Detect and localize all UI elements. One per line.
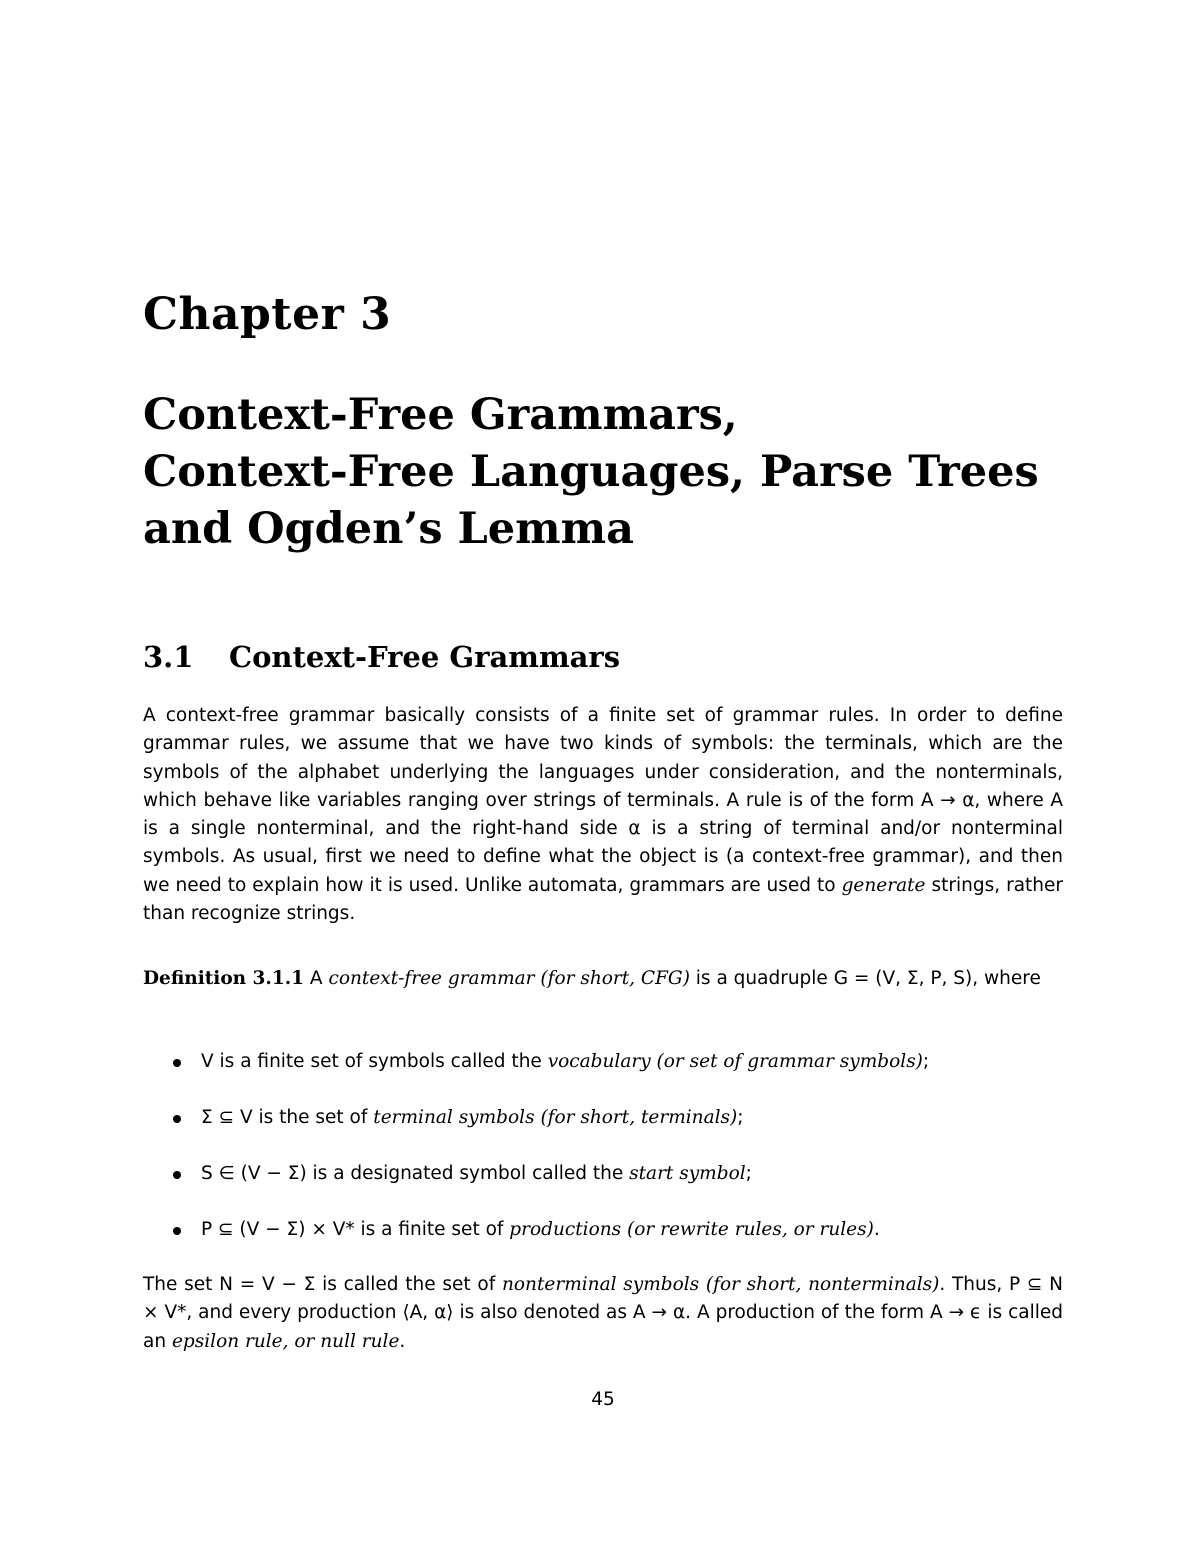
- bullet-emphasis: terminal symbols (for short, terminals): [373, 1107, 738, 1128]
- chapter-title-line: and Ogden’s Lemma: [143, 504, 634, 554]
- intro-text-end: strings, rather than recognize strings.: [143, 874, 1063, 925]
- bullet-punct: .: [873, 1219, 880, 1240]
- bullet-text: Σ ⊆ V is the set of: [201, 1107, 374, 1128]
- document-page: [143, 0, 1063, 1553]
- intro-emphasis: generate: [841, 874, 926, 896]
- definition-label: Definition 3.1.1: [143, 968, 305, 989]
- section-title: Context-Free Grammars: [229, 640, 621, 674]
- section-number: 3.1: [143, 640, 194, 674]
- bullet-punct: ;: [745, 1163, 752, 1184]
- list-item: [143, 1160, 1063, 1216]
- list-item: [143, 1216, 1063, 1272]
- intro-paragraph: [143, 702, 1063, 928]
- bullet-punct: ;: [922, 1051, 930, 1072]
- bullet-icon: [173, 1227, 181, 1235]
- closing-text: .: [399, 1330, 406, 1352]
- chapter-title-line: Context-Free Grammars,: [143, 390, 738, 440]
- definition-block: [143, 965, 1063, 993]
- bullet-emphasis: start symbol: [629, 1163, 746, 1184]
- bullet-icon: [173, 1059, 181, 1067]
- chapter-label: Chapter 3: [143, 289, 392, 340]
- bullet-punct: ;: [737, 1107, 744, 1128]
- chapter-title: [143, 387, 1063, 558]
- page-number: 45: [591, 1389, 615, 1410]
- closing-emphasis: epsilon rule, or null rule: [171, 1330, 400, 1352]
- bullet-text: V is a finite set of symbols called the: [201, 1051, 548, 1072]
- chapter-title-line: Context-Free Languages, Parse Trees: [143, 447, 1039, 497]
- definition-term: context-free grammar (for short, CFG): [328, 968, 690, 989]
- list-item: [143, 1104, 1063, 1160]
- definition-bullet-list: [143, 1048, 1063, 1272]
- definition-lead: A: [304, 968, 329, 989]
- list-item: [143, 1048, 1063, 1104]
- closing-paragraph: [143, 1271, 1063, 1356]
- bullet-emphasis: vocabulary (or set of grammar symbols): [547, 1051, 923, 1072]
- closing-emphasis: nonterminal symbols (for short, nonterminals): [502, 1274, 940, 1295]
- bullet-icon: [173, 1171, 181, 1179]
- bullet-text: S ∈ (V − Σ) is a designated symbol called the: [201, 1163, 630, 1184]
- section-heading: [143, 638, 620, 676]
- bullet-emphasis: productions (or rewrite rules, or rules): [509, 1219, 874, 1240]
- bullet-text: P ⊆ (V − Σ) × V* is a finite set of: [201, 1219, 510, 1240]
- closing-text: The set N = V − Σ is called the set of: [143, 1274, 502, 1295]
- definition-tail: is a quadruple G = (V, Σ, P, S), where: [689, 968, 1041, 989]
- bullet-icon: [173, 1115, 181, 1123]
- intro-text: A context-free grammar basically consists of a finite set of grammar rules. In order to define grammar rules, we assume that we have two kinds of symbols: the terminals, which are the symbols of the alphabet underlying the languages under consideration, and the nonterminals, which behave like variables ranging over strings of terminals. A rule is of the form A → α, where A is a single nonterminal, and the right-hand side α is a string of terminal and/or nonterminal symbols. As usual, first we need to define what the object is (a context-free grammar), and then we need to explain how it is used. Unlike automata, grammars are used to: [143, 705, 1063, 896]
- closing-text: . Thus, P ⊆ N × V*, and every production ⟨A, α⟩ is also denoted as A → α. A production of the form A → ϵ is called an: [143, 1274, 1063, 1352]
